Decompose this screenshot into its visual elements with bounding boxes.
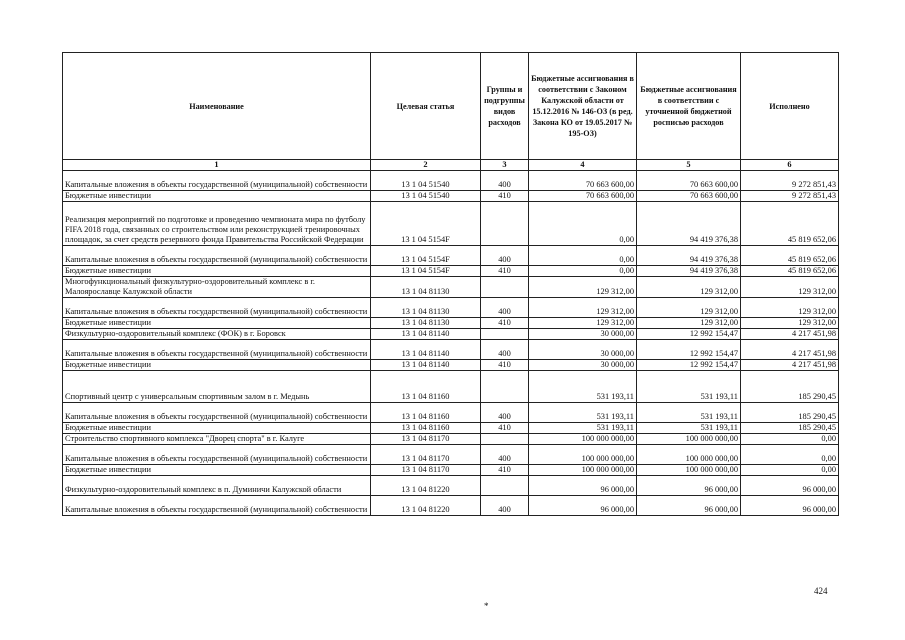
row-executed: 9 272 851,43 bbox=[741, 171, 839, 191]
row-name: Бюджетные инвестиции bbox=[63, 318, 371, 329]
row-law-allocation: 30 000,00 bbox=[529, 329, 637, 340]
row-executed: 45 819 652,06 bbox=[741, 246, 839, 266]
row-law-allocation: 70 663 600,00 bbox=[529, 171, 637, 191]
header-expense-groups: Группы и подгруппы видов расходов bbox=[481, 53, 529, 160]
table-row bbox=[63, 403, 839, 423]
header-law-allocations: Бюджетные ассигнования в соответствии с Законом Калужской области от 15.12.2016 № 146-ОЗ (в ред. Закона КО от 19.05.2017 № 195-ОЗ) bbox=[529, 53, 637, 160]
row-law-allocation: 531 193,11 bbox=[529, 403, 637, 423]
row-name: Бюджетные инвестиции bbox=[63, 266, 371, 277]
row-name: Капитальные вложения в объекты государственной (муниципальной) собственности bbox=[63, 340, 371, 360]
row-name: Капитальные вложения в объекты государственной (муниципальной) собственности bbox=[63, 298, 371, 318]
row-law-allocation: 100 000 000,00 bbox=[529, 434, 637, 445]
row-law-allocation: 129 312,00 bbox=[529, 318, 637, 329]
table-row bbox=[63, 246, 839, 266]
row-target-article: 13 1 04 81160 bbox=[371, 403, 481, 423]
row-executed: 45 819 652,06 bbox=[741, 202, 839, 246]
row-expense-group: 410 bbox=[481, 191, 529, 202]
table-row bbox=[63, 191, 839, 202]
row-refined-allocation: 70 663 600,00 bbox=[637, 191, 741, 202]
row-expense-group: 410 bbox=[481, 423, 529, 434]
row-name: Реализация мероприятий по подготовке и проведению чемпионата мира по футболу FIFA 2018 года, связанных со строительством или реконструкцией тренировочных площадок, за счет средств резервного фонда Правительства Российской Федерации bbox=[63, 202, 371, 246]
row-name: Капитальные вложения в объекты государственной (муниципальной) собственности bbox=[63, 171, 371, 191]
row-refined-allocation: 100 000 000,00 bbox=[637, 465, 741, 476]
table-row bbox=[63, 496, 839, 516]
row-refined-allocation: 12 992 154,47 bbox=[637, 360, 741, 371]
row-executed: 96 000,00 bbox=[741, 496, 839, 516]
row-refined-allocation: 94 419 376,38 bbox=[637, 266, 741, 277]
row-expense-group bbox=[481, 476, 529, 496]
row-target-article: 13 1 04 81130 bbox=[371, 277, 481, 298]
row-law-allocation: 129 312,00 bbox=[529, 298, 637, 318]
header-target-article: Целевая статья bbox=[371, 53, 481, 160]
row-executed: 9 272 851,43 bbox=[741, 191, 839, 202]
column-number: 6 bbox=[741, 160, 839, 171]
row-name: Капитальные вложения в объекты государственной (муниципальной) собственности bbox=[63, 246, 371, 266]
header-name: Наименование bbox=[63, 53, 371, 160]
row-executed: 129 312,00 bbox=[741, 318, 839, 329]
row-name: Физкультурно-оздоровительный комплекс в п. Думиничи Калужской области bbox=[63, 476, 371, 496]
table-row bbox=[63, 266, 839, 277]
row-target-article: 13 1 04 81220 bbox=[371, 476, 481, 496]
table-row bbox=[63, 298, 839, 318]
stray-mark: * bbox=[484, 601, 489, 611]
table-row bbox=[63, 171, 839, 191]
row-target-article: 13 1 04 81170 bbox=[371, 445, 481, 465]
row-target-article: 13 1 04 81170 bbox=[371, 465, 481, 476]
row-refined-allocation: 12 992 154,47 bbox=[637, 329, 741, 340]
row-expense-group: 400 bbox=[481, 298, 529, 318]
table-row bbox=[63, 445, 839, 465]
row-refined-allocation: 531 193,11 bbox=[637, 403, 741, 423]
row-expense-group: 410 bbox=[481, 465, 529, 476]
row-target-article: 13 1 04 81140 bbox=[371, 340, 481, 360]
column-number: 4 bbox=[529, 160, 637, 171]
row-expense-group bbox=[481, 434, 529, 445]
table-row bbox=[63, 202, 839, 246]
row-refined-allocation: 94 419 376,38 bbox=[637, 246, 741, 266]
row-expense-group: 400 bbox=[481, 340, 529, 360]
row-law-allocation: 531 193,11 bbox=[529, 423, 637, 434]
table-row bbox=[63, 423, 839, 434]
row-executed: 185 290,45 bbox=[741, 371, 839, 403]
row-refined-allocation: 94 419 376,38 bbox=[637, 202, 741, 246]
row-law-allocation: 129 312,00 bbox=[529, 277, 637, 298]
row-expense-group: 400 bbox=[481, 246, 529, 266]
table-row bbox=[63, 434, 839, 445]
row-name: Физкультурно-оздоровительный комплекс (ФОК) в г. Боровск bbox=[63, 329, 371, 340]
row-law-allocation: 30 000,00 bbox=[529, 340, 637, 360]
row-name: Бюджетные инвестиции bbox=[63, 423, 371, 434]
row-law-allocation: 531 193,11 bbox=[529, 371, 637, 403]
row-expense-group bbox=[481, 277, 529, 298]
row-name: Спортивный центр с универсальным спортивным залом в г. Медынь bbox=[63, 371, 371, 403]
row-executed: 45 819 652,06 bbox=[741, 266, 839, 277]
row-name: Капитальные вложения в объекты государственной (муниципальной) собственности bbox=[63, 445, 371, 465]
row-name: Капитальные вложения в объекты государственной (муниципальной) собственности bbox=[63, 496, 371, 516]
table-row bbox=[63, 318, 839, 329]
row-target-article: 13 1 04 81140 bbox=[371, 360, 481, 371]
table-row bbox=[63, 476, 839, 496]
row-law-allocation: 0,00 bbox=[529, 202, 637, 246]
page-number: 424 bbox=[814, 586, 828, 596]
row-expense-group bbox=[481, 371, 529, 403]
row-executed: 185 290,45 bbox=[741, 403, 839, 423]
row-refined-allocation: 129 312,00 bbox=[637, 318, 741, 329]
row-name: Строительство спортивного комплекса "Дворец спорта" в г. Калуге bbox=[63, 434, 371, 445]
column-number: 3 bbox=[481, 160, 529, 171]
header-refined-allocations: Бюджетные ассигнования в соответствии с уточненной бюджетной росписью расходов bbox=[637, 53, 741, 160]
row-name: Бюджетные инвестиции bbox=[63, 191, 371, 202]
row-refined-allocation: 96 000,00 bbox=[637, 496, 741, 516]
row-executed: 0,00 bbox=[741, 465, 839, 476]
row-executed: 4 217 451,98 bbox=[741, 340, 839, 360]
row-law-allocation: 0,00 bbox=[529, 266, 637, 277]
row-refined-allocation: 12 992 154,47 bbox=[637, 340, 741, 360]
row-law-allocation: 30 000,00 bbox=[529, 360, 637, 371]
row-expense-group: 400 bbox=[481, 445, 529, 465]
column-number-row bbox=[63, 160, 839, 171]
row-refined-allocation: 96 000,00 bbox=[637, 476, 741, 496]
row-executed: 4 217 451,98 bbox=[741, 329, 839, 340]
row-law-allocation: 70 663 600,00 bbox=[529, 191, 637, 202]
row-expense-group: 400 bbox=[481, 496, 529, 516]
row-refined-allocation: 100 000 000,00 bbox=[637, 434, 741, 445]
row-expense-group bbox=[481, 329, 529, 340]
row-refined-allocation: 129 312,00 bbox=[637, 277, 741, 298]
row-target-article: 13 1 04 81170 bbox=[371, 434, 481, 445]
table-row bbox=[63, 329, 839, 340]
table-row bbox=[63, 277, 839, 298]
row-target-article: 13 1 04 5154F bbox=[371, 246, 481, 266]
table-body bbox=[63, 171, 839, 516]
row-target-article: 13 1 04 81220 bbox=[371, 496, 481, 516]
row-refined-allocation: 70 663 600,00 bbox=[637, 171, 741, 191]
row-target-article: 13 1 04 81130 bbox=[371, 318, 481, 329]
budget-table bbox=[62, 52, 839, 516]
row-law-allocation: 100 000 000,00 bbox=[529, 465, 637, 476]
row-law-allocation: 96 000,00 bbox=[529, 496, 637, 516]
row-expense-group: 410 bbox=[481, 318, 529, 329]
row-target-article: 13 1 04 51540 bbox=[371, 171, 481, 191]
row-executed: 129 312,00 bbox=[741, 277, 839, 298]
row-target-article: 13 1 04 81140 bbox=[371, 329, 481, 340]
row-name: Бюджетные инвестиции bbox=[63, 360, 371, 371]
row-name: Многофункциональный физкультурно-оздоровительный комплекс в г. Малоярославце Калужской области bbox=[63, 277, 371, 298]
column-number: 2 bbox=[371, 160, 481, 171]
table-row bbox=[63, 360, 839, 371]
header-row bbox=[63, 53, 839, 160]
row-expense-group bbox=[481, 202, 529, 246]
table-row bbox=[63, 340, 839, 360]
row-target-article: 13 1 04 81130 bbox=[371, 298, 481, 318]
row-target-article: 13 1 04 5154F bbox=[371, 202, 481, 246]
row-law-allocation: 100 000 000,00 bbox=[529, 445, 637, 465]
row-refined-allocation: 129 312,00 bbox=[637, 298, 741, 318]
header-executed: Исполнено bbox=[741, 53, 839, 160]
row-executed: 96 000,00 bbox=[741, 476, 839, 496]
row-law-allocation: 96 000,00 bbox=[529, 476, 637, 496]
row-target-article: 13 1 04 81160 bbox=[371, 371, 481, 403]
row-expense-group: 410 bbox=[481, 360, 529, 371]
row-law-allocation: 0,00 bbox=[529, 246, 637, 266]
row-executed: 0,00 bbox=[741, 434, 839, 445]
column-number: 5 bbox=[637, 160, 741, 171]
row-executed: 129 312,00 bbox=[741, 298, 839, 318]
row-executed: 4 217 451,98 bbox=[741, 360, 839, 371]
row-target-article: 13 1 04 51540 bbox=[371, 191, 481, 202]
row-target-article: 13 1 04 81160 bbox=[371, 423, 481, 434]
row-target-article: 13 1 04 5154F bbox=[371, 266, 481, 277]
row-refined-allocation: 531 193,11 bbox=[637, 423, 741, 434]
row-expense-group: 400 bbox=[481, 403, 529, 423]
row-expense-group: 410 bbox=[481, 266, 529, 277]
row-executed: 185 290,45 bbox=[741, 423, 839, 434]
table-row bbox=[63, 465, 839, 476]
row-name: Бюджетные инвестиции bbox=[63, 465, 371, 476]
row-refined-allocation: 531 193,11 bbox=[637, 371, 741, 403]
table-row bbox=[63, 371, 839, 403]
row-refined-allocation: 100 000 000,00 bbox=[637, 445, 741, 465]
row-executed: 0,00 bbox=[741, 445, 839, 465]
column-number: 1 bbox=[63, 160, 371, 171]
row-name: Капитальные вложения в объекты государственной (муниципальной) собственности bbox=[63, 403, 371, 423]
row-expense-group: 400 bbox=[481, 171, 529, 191]
